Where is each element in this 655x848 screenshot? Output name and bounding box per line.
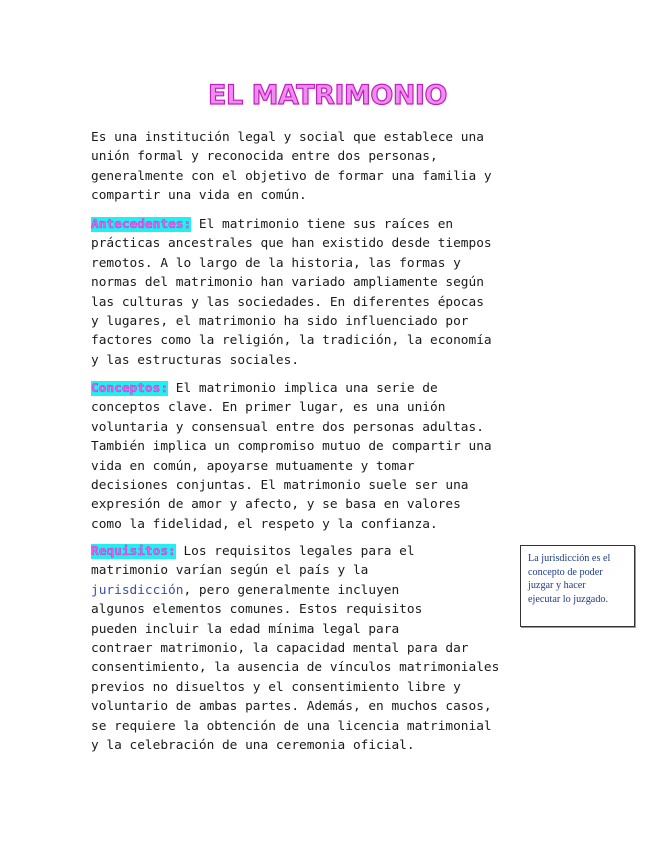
text-line: contraer matrimonio, la capacidad mental para dar [91, 641, 469, 657]
text-line: pueden incluir la edad mínima legal para [91, 621, 400, 637]
text-line: generalmente con el objetivo de formar una familia y [91, 168, 492, 184]
text-line: expresión de amor y afecto, y se basa en valores [91, 497, 461, 513]
commented-word-jurisdiccion[interactable]: jurisdicción [91, 582, 184, 598]
text-line: decisiones conjuntas. El matrimonio suele ser una [91, 478, 469, 494]
text-line: También implica un compromiso mutuo de compartir una [91, 439, 492, 455]
text-line: , pero generalmente incluyen [183, 582, 400, 598]
text-line: unión formal y reconocida entre dos personas, [91, 149, 438, 165]
text-line: El matrimonio implica una serie de [168, 381, 438, 396]
text-line: como la fidelidad, el respeto y la confianza. [91, 516, 438, 532]
requisitos-heading: Requisitos: [91, 544, 176, 559]
comment-line: concepto de poder [528, 566, 603, 578]
text-line: matrimonio varían según el país y la [91, 563, 369, 579]
text-line: voluntaria y consensual entre dos personas adultas. [91, 419, 484, 435]
text-line: voluntario de ambas partes. Además, en muchos casos, [91, 699, 492, 715]
text-line: normas del matrimonio han variado ampliamente según [91, 275, 484, 291]
text-line: El matrimonio tiene sus raíces en [191, 217, 454, 232]
text-line: Los requisitos legales para el [175, 544, 415, 559]
text-line: las culturas y las sociedades. En diferentes épocas [91, 294, 484, 310]
comment-line: juzgar y hacer [528, 580, 586, 592]
text-line: se requiere la obtención de una licencia matrimonial [91, 718, 492, 734]
text-line: Es una institución legal y social que establece una [91, 130, 484, 145]
text-line: vida en común, apoyarse mutuamente y tomar [91, 458, 415, 474]
conceptos-heading: Conceptos: [91, 381, 169, 396]
document-title: EL MATRIMONIO [208, 80, 447, 111]
text-line: conceptos clave. En primer lugar, es una unión [91, 400, 446, 416]
text-line: y las estructuras sociales. [91, 352, 300, 368]
comment-line: La jurisdicción es el [528, 553, 611, 564]
comment-box[interactable] [520, 545, 635, 627]
antecedentes-heading: Antecedentes: [91, 217, 192, 232]
text-line: prácticas ancestrales que han existido desde tiempos [91, 236, 492, 252]
text-line: remotos. A lo largo de la historia, las formas y [91, 255, 461, 271]
text-line: consentimiento, la ausencia de vínculos matrimoniales [91, 660, 500, 676]
comment-line: ejecutar lo juzgado. [528, 593, 609, 605]
text-line: algunos elementos comunes. Estos requisitos [91, 602, 423, 618]
text-line: compartir una vida en común. [91, 188, 307, 204]
intro-paragraph [91, 128, 571, 206]
conceptos-paragraph [91, 379, 571, 534]
requisitos-paragraph [91, 542, 571, 755]
text-line: previos no disueltos y el consentimiento libre y [91, 679, 461, 695]
antecedentes-paragraph [91, 215, 571, 370]
text-line: y la celebración de una ceremonia oficial. [91, 738, 415, 754]
text-line: factores como la religión, la tradición, la economía [91, 333, 492, 349]
text-line: y lugares, el matrimonio ha sido influenciado por [91, 314, 469, 330]
